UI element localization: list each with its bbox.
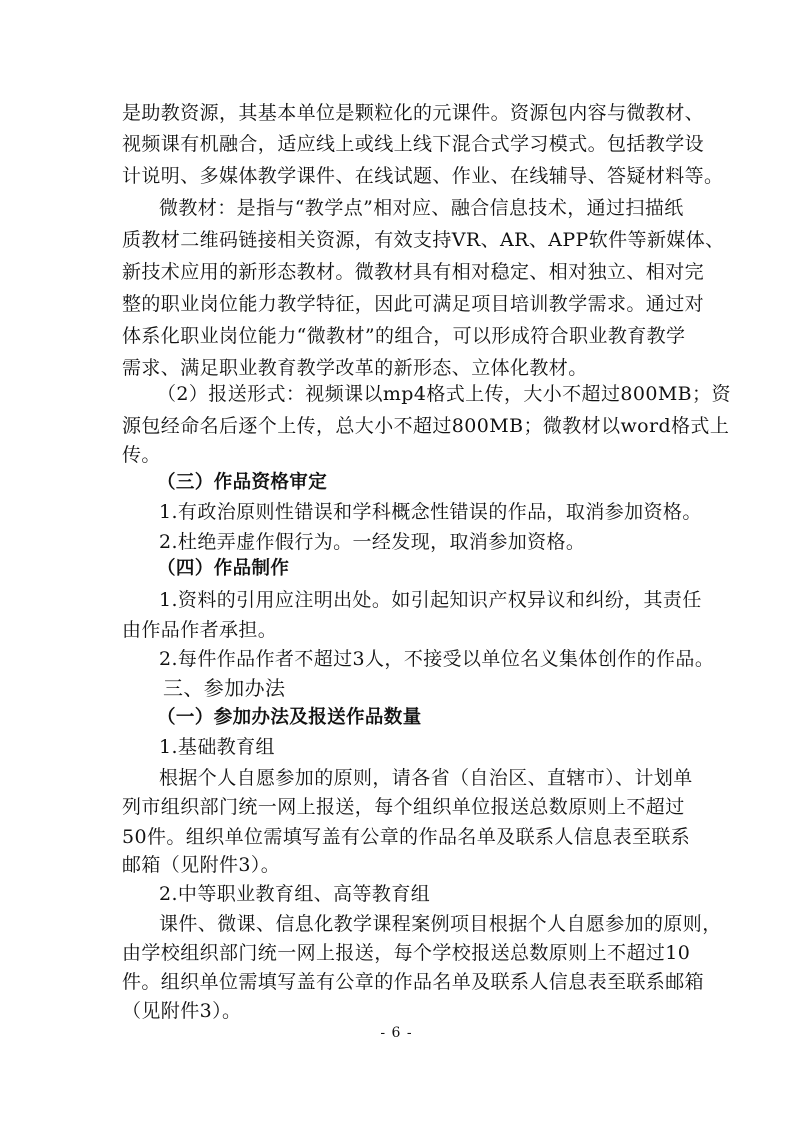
section-heading: （四）作品制作	[157, 558, 290, 579]
page-number: - 6 -	[380, 1025, 413, 1041]
paragraph-line: 2.中等职业教育组、高等教育组	[159, 883, 431, 905]
paragraph-line: 课件、微课、信息化教学课程案例项目根据个人自愿参加的原则，	[159, 913, 722, 935]
paragraph-line: 由作品作者承担。	[122, 619, 278, 641]
paragraph-line: 源包经命名后逐个上传，总大小不超过800MB；微教材以word格式上	[122, 415, 730, 437]
paragraph-line: 新技术应用的新形态教材。微教材具有相对稳定、相对独立、相对完	[122, 261, 705, 283]
paragraph-line: 计说明、多媒体教学课件、在线试题、作业、在线辅导、答疑材料等。	[122, 165, 724, 187]
paragraph-line: 2.每件作品作者不超过3人，不接受以单位名义集体创作的作品。	[159, 648, 715, 670]
paragraph-line: 传。	[122, 444, 161, 466]
section-heading: （三）作品资格审定	[157, 472, 328, 493]
chapter-heading: 三、参加办法	[163, 676, 286, 700]
paragraph-line: 50件。组织单位需填写盖有公章的作品名单及联系人信息表至联系	[122, 826, 691, 848]
paragraph-line: 体系化职业岗位能力“微教材”的组合，可以形成符合职业教育教学	[122, 325, 686, 347]
paragraph-line: 根据个人自愿参加的原则，请各省（自治区、直辖市）、计划单	[159, 767, 693, 789]
paragraph-line: 1.资料的引用应注明出处。如引起知识产权异议和纠纷，其责任	[159, 589, 702, 611]
paragraph-line: （2）报送形式：视频课以mp4格式上传，大小不超过800MB；资	[157, 383, 731, 405]
section-heading: （一）参加办法及报送作品数量	[157, 707, 422, 728]
paragraph-line: 1.基础教育组	[159, 736, 275, 758]
paragraph-line: 1.有政治原则性错误和学科概念性错误的作品，取消参加资格。	[159, 501, 702, 523]
paragraph-line: 需求、满足职业教育教学改革的新形态、立体化教材。	[122, 357, 588, 379]
paragraph-line: 是助教资源，其基本单位是颗粒化的元课件。资源包内容与微教材、	[122, 102, 705, 124]
paragraph-line: 件。组织单位需填写盖有公章的作品名单及联系人信息表至联系邮箱	[122, 971, 705, 993]
paragraph-line: 微教材：是指与“教学点”相对应、融合信息技术，通过扫描纸	[159, 197, 684, 219]
paragraph-line: 由学校组织部门统一网上报送，每个学校报送总数原则上不超过10	[122, 942, 691, 964]
paragraph-line: 邮箱（见附件3）。	[122, 854, 281, 876]
paragraph-line: 质教材二维码链接相关资源，有效支持VR、AR、APP软件等新媒体、	[122, 229, 725, 251]
paragraph-line: 整的职业岗位能力教学特征，因此可满足项目培训教学需求。通过对	[122, 293, 705, 315]
paragraph-line: 视频课有机融合，适应线上或线上线下混合式学习模式。包括教学设	[122, 133, 705, 155]
paragraph-line: 2.杜绝弄虚作假行为。一经发现，取消参加资格。	[159, 531, 586, 553]
paragraph-line: 列市组织部门统一网上报送，每个组织单位报送总数原则上不超过	[122, 796, 685, 818]
paragraph-line: （见附件3）。	[122, 1000, 242, 1022]
